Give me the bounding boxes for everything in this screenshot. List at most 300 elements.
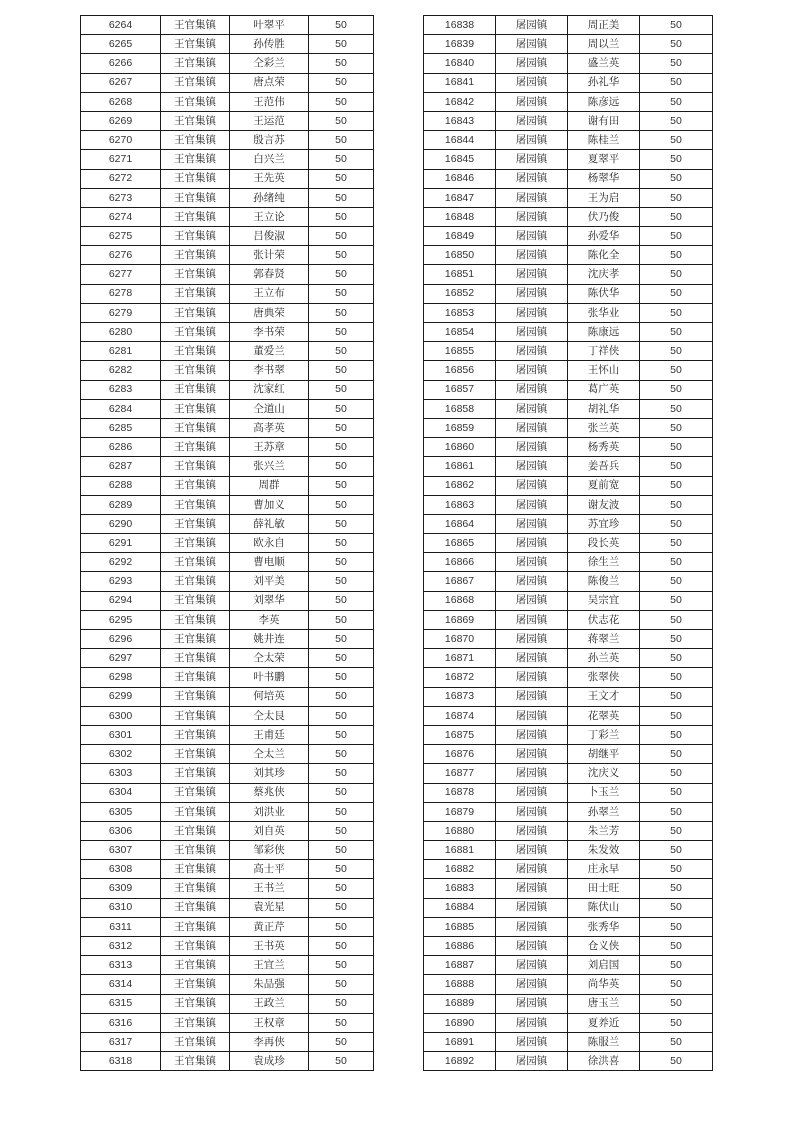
table-row	[81, 725, 374, 744]
amount-cell: 50	[309, 725, 374, 744]
name-cell: 郭春贤	[230, 265, 309, 284]
amount-cell: 50	[309, 54, 374, 73]
table-row	[424, 764, 713, 783]
amount-cell: 50	[640, 841, 713, 860]
table-row	[81, 668, 374, 687]
name-cell: 尚华英	[568, 975, 640, 994]
amount-cell: 50	[640, 16, 713, 35]
name-cell: 周群	[230, 476, 309, 495]
name-cell: 仝彩兰	[230, 54, 309, 73]
amount-cell: 50	[640, 610, 713, 629]
name-cell: 王先英	[230, 169, 309, 188]
table-row	[424, 975, 713, 994]
name-cell: 庄永早	[568, 860, 640, 879]
id-cell: 6275	[81, 227, 161, 246]
amount-cell: 50	[309, 745, 374, 764]
table-row	[424, 111, 713, 130]
table-row	[81, 534, 374, 553]
town-cell: 王官集镇	[161, 553, 230, 572]
name-cell: 沈家红	[230, 380, 309, 399]
town-cell: 屠园镇	[496, 303, 568, 322]
town-cell: 王官集镇	[161, 706, 230, 725]
name-cell: 张兰英	[568, 418, 640, 437]
table-row	[81, 265, 374, 284]
amount-cell: 50	[309, 630, 374, 649]
table-row	[81, 169, 374, 188]
town-cell: 王官集镇	[161, 572, 230, 591]
amount-cell: 50	[640, 706, 713, 725]
amount-cell: 50	[640, 361, 713, 380]
name-cell: 刘自英	[230, 821, 309, 840]
name-cell: 王运范	[230, 111, 309, 130]
id-cell: 16888	[424, 975, 496, 994]
amount-cell: 50	[640, 342, 713, 361]
name-cell: 谢友波	[568, 495, 640, 514]
id-cell: 16847	[424, 188, 496, 207]
town-cell: 王官集镇	[161, 514, 230, 533]
table-row	[81, 514, 374, 533]
amount-cell: 50	[309, 572, 374, 591]
id-cell: 6289	[81, 495, 161, 514]
table-row	[424, 303, 713, 322]
amount-cell: 50	[309, 438, 374, 457]
table-row	[81, 476, 374, 495]
table-row	[424, 35, 713, 54]
id-cell: 6313	[81, 956, 161, 975]
amount-cell: 50	[309, 476, 374, 495]
town-cell: 王官集镇	[161, 169, 230, 188]
id-cell: 6292	[81, 553, 161, 572]
id-cell: 6265	[81, 35, 161, 54]
amount-cell: 50	[309, 457, 374, 476]
id-cell: 6281	[81, 342, 161, 361]
table-row	[81, 994, 374, 1013]
town-cell: 王官集镇	[161, 879, 230, 898]
town-cell: 屠园镇	[496, 92, 568, 111]
amount-cell: 50	[640, 54, 713, 73]
id-cell: 6288	[81, 476, 161, 495]
amount-cell: 50	[640, 514, 713, 533]
table-row	[424, 956, 713, 975]
name-cell: 袁光星	[230, 898, 309, 917]
name-cell: 唐玉兰	[568, 994, 640, 1013]
name-cell: 陈彦远	[568, 92, 640, 111]
name-cell: 刘洪业	[230, 802, 309, 821]
town-cell: 王官集镇	[161, 917, 230, 936]
name-cell: 王宜兰	[230, 956, 309, 975]
name-cell: 张兴兰	[230, 457, 309, 476]
table-row	[424, 457, 713, 476]
id-cell: 16841	[424, 73, 496, 92]
amount-cell: 50	[640, 73, 713, 92]
table-row	[81, 975, 374, 994]
amount-cell: 50	[640, 284, 713, 303]
town-cell: 屠园镇	[496, 725, 568, 744]
name-cell: 王怀山	[568, 361, 640, 380]
town-cell: 屠园镇	[496, 937, 568, 956]
town-cell: 王官集镇	[161, 725, 230, 744]
town-cell: 王官集镇	[161, 476, 230, 495]
name-cell: 周正美	[568, 16, 640, 35]
town-cell: 王官集镇	[161, 342, 230, 361]
name-cell: 王权章	[230, 1013, 309, 1032]
name-cell: 王范伟	[230, 92, 309, 111]
town-cell: 屠园镇	[496, 35, 568, 54]
name-cell: 孙礼华	[568, 73, 640, 92]
table-row	[81, 841, 374, 860]
table-row	[81, 54, 374, 73]
town-cell: 屠园镇	[496, 860, 568, 879]
town-cell: 王官集镇	[161, 937, 230, 956]
table-row	[424, 54, 713, 73]
name-cell: 徐生兰	[568, 553, 640, 572]
town-cell: 王官集镇	[161, 131, 230, 150]
town-cell: 王官集镇	[161, 802, 230, 821]
name-cell: 吕俊淑	[230, 227, 309, 246]
table-row	[81, 188, 374, 207]
amount-cell: 50	[640, 649, 713, 668]
id-cell: 6316	[81, 1013, 161, 1032]
amount-cell: 50	[640, 572, 713, 591]
table-row	[424, 150, 713, 169]
name-cell: 唐典荣	[230, 303, 309, 322]
name-cell: 唐点荣	[230, 73, 309, 92]
table-row	[424, 361, 713, 380]
id-cell: 16852	[424, 284, 496, 303]
amount-cell: 50	[640, 35, 713, 54]
table-row	[424, 802, 713, 821]
id-cell: 6311	[81, 917, 161, 936]
id-cell: 16862	[424, 476, 496, 495]
name-cell: 伏志花	[568, 610, 640, 629]
town-cell: 屠园镇	[496, 457, 568, 476]
amount-cell: 50	[640, 380, 713, 399]
id-cell: 6268	[81, 92, 161, 111]
town-cell: 屠园镇	[496, 169, 568, 188]
id-cell: 16863	[424, 495, 496, 514]
town-cell: 王官集镇	[161, 418, 230, 437]
amount-cell: 50	[640, 1052, 713, 1071]
id-cell: 6291	[81, 534, 161, 553]
town-cell: 屠园镇	[496, 227, 568, 246]
town-cell: 屠园镇	[496, 54, 568, 73]
table-row	[81, 207, 374, 226]
table-row	[424, 668, 713, 687]
name-cell: 叶翠平	[230, 16, 309, 35]
table-row	[424, 553, 713, 572]
id-cell: 6298	[81, 668, 161, 687]
amount-cell: 50	[640, 457, 713, 476]
id-cell: 6305	[81, 802, 161, 821]
town-cell: 屠园镇	[496, 476, 568, 495]
table-row	[81, 227, 374, 246]
table-row	[81, 150, 374, 169]
town-cell: 屠园镇	[496, 1052, 568, 1071]
id-cell: 16890	[424, 1013, 496, 1032]
name-cell: 孙传胜	[230, 35, 309, 54]
name-cell: 张翠侠	[568, 668, 640, 687]
name-cell: 丁祥侠	[568, 342, 640, 361]
amount-cell: 50	[640, 150, 713, 169]
town-cell: 王官集镇	[161, 207, 230, 226]
id-cell: 16855	[424, 342, 496, 361]
name-cell: 刘启国	[568, 956, 640, 975]
town-cell: 屠园镇	[496, 188, 568, 207]
table-row	[424, 73, 713, 92]
amount-cell: 50	[309, 188, 374, 207]
name-cell: 孙兰英	[568, 649, 640, 668]
amount-cell: 50	[640, 821, 713, 840]
name-cell: 段长英	[568, 534, 640, 553]
id-cell: 6267	[81, 73, 161, 92]
town-cell: 王官集镇	[161, 188, 230, 207]
name-cell: 吴宗宜	[568, 591, 640, 610]
town-cell: 王官集镇	[161, 457, 230, 476]
id-cell: 16867	[424, 572, 496, 591]
id-cell: 6295	[81, 610, 161, 629]
id-cell: 6283	[81, 380, 161, 399]
table-row	[424, 284, 713, 303]
amount-cell: 50	[309, 207, 374, 226]
table-row	[81, 399, 374, 418]
amount-cell: 50	[309, 1032, 374, 1051]
name-cell: 葛广英	[568, 380, 640, 399]
name-cell: 姜吾兵	[568, 457, 640, 476]
town-cell: 王官集镇	[161, 649, 230, 668]
name-cell: 黄正芹	[230, 917, 309, 936]
table-row	[81, 572, 374, 591]
table-row	[424, 591, 713, 610]
id-cell: 6269	[81, 111, 161, 130]
table-row	[81, 418, 374, 437]
right-table	[423, 15, 713, 1071]
name-cell: 盛兰英	[568, 54, 640, 73]
id-cell: 16878	[424, 783, 496, 802]
amount-cell: 50	[309, 687, 374, 706]
table-row	[424, 476, 713, 495]
town-cell: 王官集镇	[161, 591, 230, 610]
table-row	[424, 572, 713, 591]
name-cell: 夏前宽	[568, 476, 640, 495]
amount-cell: 50	[640, 534, 713, 553]
table-row	[424, 495, 713, 514]
amount-cell: 50	[640, 783, 713, 802]
amount-cell: 50	[640, 879, 713, 898]
id-cell: 16840	[424, 54, 496, 73]
id-cell: 16887	[424, 956, 496, 975]
amount-cell: 50	[309, 706, 374, 725]
id-cell: 16876	[424, 745, 496, 764]
id-cell: 16865	[424, 534, 496, 553]
name-cell: 王文才	[568, 687, 640, 706]
id-cell: 16849	[424, 227, 496, 246]
id-cell: 6264	[81, 16, 161, 35]
amount-cell: 50	[640, 745, 713, 764]
table-row	[424, 207, 713, 226]
table-row	[81, 361, 374, 380]
table-row	[81, 860, 374, 879]
id-cell: 6286	[81, 438, 161, 457]
town-cell: 王官集镇	[161, 1032, 230, 1051]
name-cell: 谢有田	[568, 111, 640, 130]
town-cell: 屠园镇	[496, 572, 568, 591]
town-cell: 王官集镇	[161, 956, 230, 975]
table-row	[81, 591, 374, 610]
town-cell: 王官集镇	[161, 841, 230, 860]
amount-cell: 50	[640, 956, 713, 975]
amount-cell: 50	[640, 323, 713, 342]
amount-cell: 50	[309, 380, 374, 399]
table-row	[424, 706, 713, 725]
name-cell: 李再侠	[230, 1032, 309, 1051]
amount-cell: 50	[309, 553, 374, 572]
town-cell: 王官集镇	[161, 534, 230, 553]
id-cell: 16869	[424, 610, 496, 629]
town-cell: 屠园镇	[496, 361, 568, 380]
town-cell: 王官集镇	[161, 668, 230, 687]
table-row	[81, 879, 374, 898]
table-row	[81, 495, 374, 514]
name-cell: 陈化全	[568, 246, 640, 265]
town-cell: 王官集镇	[161, 975, 230, 994]
amount-cell: 50	[640, 207, 713, 226]
name-cell: 王政兰	[230, 994, 309, 1013]
id-cell: 16846	[424, 169, 496, 188]
town-cell: 屠园镇	[496, 821, 568, 840]
table-row	[81, 630, 374, 649]
id-cell: 16857	[424, 380, 496, 399]
town-cell: 屠园镇	[496, 610, 568, 629]
amount-cell: 50	[309, 1013, 374, 1032]
amount-cell: 50	[309, 150, 374, 169]
table-row	[81, 937, 374, 956]
town-cell: 王官集镇	[161, 399, 230, 418]
id-cell: 16882	[424, 860, 496, 879]
id-cell: 16853	[424, 303, 496, 322]
name-cell: 袁成珍	[230, 1052, 309, 1071]
table-row	[81, 1052, 374, 1071]
amount-cell: 50	[309, 534, 374, 553]
name-cell: 朱品强	[230, 975, 309, 994]
name-cell: 丁彩兰	[568, 725, 640, 744]
id-cell: 16884	[424, 898, 496, 917]
amount-cell: 50	[309, 764, 374, 783]
name-cell: 仓义侠	[568, 937, 640, 956]
town-cell: 王官集镇	[161, 265, 230, 284]
name-cell: 曹电顺	[230, 553, 309, 572]
amount-cell: 50	[640, 476, 713, 495]
amount-cell: 50	[309, 92, 374, 111]
name-cell: 沈庆孝	[568, 265, 640, 284]
id-cell: 16856	[424, 361, 496, 380]
amount-cell: 50	[640, 591, 713, 610]
table-row	[81, 802, 374, 821]
amount-cell: 50	[309, 879, 374, 898]
table-row	[81, 131, 374, 150]
amount-cell: 50	[640, 265, 713, 284]
amount-cell: 50	[309, 898, 374, 917]
name-cell: 陈伏山	[568, 898, 640, 917]
name-cell: 王甫廷	[230, 725, 309, 744]
table-row	[424, 227, 713, 246]
name-cell: 王立布	[230, 284, 309, 303]
town-cell: 王官集镇	[161, 246, 230, 265]
amount-cell: 50	[309, 994, 374, 1013]
name-cell: 陈服兰	[568, 1032, 640, 1051]
table-row	[424, 1013, 713, 1032]
name-cell: 刘平美	[230, 572, 309, 591]
town-cell: 王官集镇	[161, 783, 230, 802]
name-cell: 杨翠华	[568, 169, 640, 188]
amount-cell: 50	[309, 399, 374, 418]
id-cell: 6306	[81, 821, 161, 840]
id-cell: 6317	[81, 1032, 161, 1051]
table-row	[424, 1052, 713, 1071]
town-cell: 王官集镇	[161, 111, 230, 130]
id-cell: 16875	[424, 725, 496, 744]
id-cell: 16838	[424, 16, 496, 35]
amount-cell: 50	[309, 610, 374, 629]
town-cell: 屠园镇	[496, 917, 568, 936]
table-row	[81, 917, 374, 936]
amount-cell: 50	[309, 169, 374, 188]
town-cell: 王官集镇	[161, 687, 230, 706]
town-cell: 王官集镇	[161, 361, 230, 380]
town-cell: 屠园镇	[496, 16, 568, 35]
town-cell: 屠园镇	[496, 745, 568, 764]
town-cell: 屠园镇	[496, 783, 568, 802]
town-cell: 王官集镇	[161, 323, 230, 342]
name-cell: 殷言苏	[230, 131, 309, 150]
id-cell: 16860	[424, 438, 496, 457]
town-cell: 屠园镇	[496, 764, 568, 783]
amount-cell: 50	[640, 764, 713, 783]
id-cell: 6304	[81, 783, 161, 802]
town-cell: 屠园镇	[496, 342, 568, 361]
town-cell: 王官集镇	[161, 764, 230, 783]
amount-cell: 50	[309, 131, 374, 150]
id-cell: 16891	[424, 1032, 496, 1051]
amount-cell: 50	[640, 92, 713, 111]
table-row	[81, 438, 374, 457]
town-cell: 屠园镇	[496, 207, 568, 226]
table-row	[424, 898, 713, 917]
name-cell: 仝太艮	[230, 706, 309, 725]
name-cell: 曹加义	[230, 495, 309, 514]
id-cell: 6302	[81, 745, 161, 764]
table-row	[424, 514, 713, 533]
id-cell: 6279	[81, 303, 161, 322]
town-cell: 屠园镇	[496, 265, 568, 284]
table-row	[81, 553, 374, 572]
name-cell: 白兴兰	[230, 150, 309, 169]
name-cell: 苏宜珍	[568, 514, 640, 533]
table-row	[81, 380, 374, 399]
id-cell: 16843	[424, 111, 496, 130]
town-cell: 王官集镇	[161, 54, 230, 73]
table-row	[81, 303, 374, 322]
town-cell: 屠园镇	[496, 131, 568, 150]
name-cell: 陈桂兰	[568, 131, 640, 150]
id-cell: 6309	[81, 879, 161, 898]
amount-cell: 50	[309, 860, 374, 879]
table-row	[81, 706, 374, 725]
table-row	[424, 783, 713, 802]
town-cell: 屠园镇	[496, 73, 568, 92]
table-row	[424, 418, 713, 437]
name-cell: 张计荣	[230, 246, 309, 265]
town-cell: 屠园镇	[496, 1013, 568, 1032]
